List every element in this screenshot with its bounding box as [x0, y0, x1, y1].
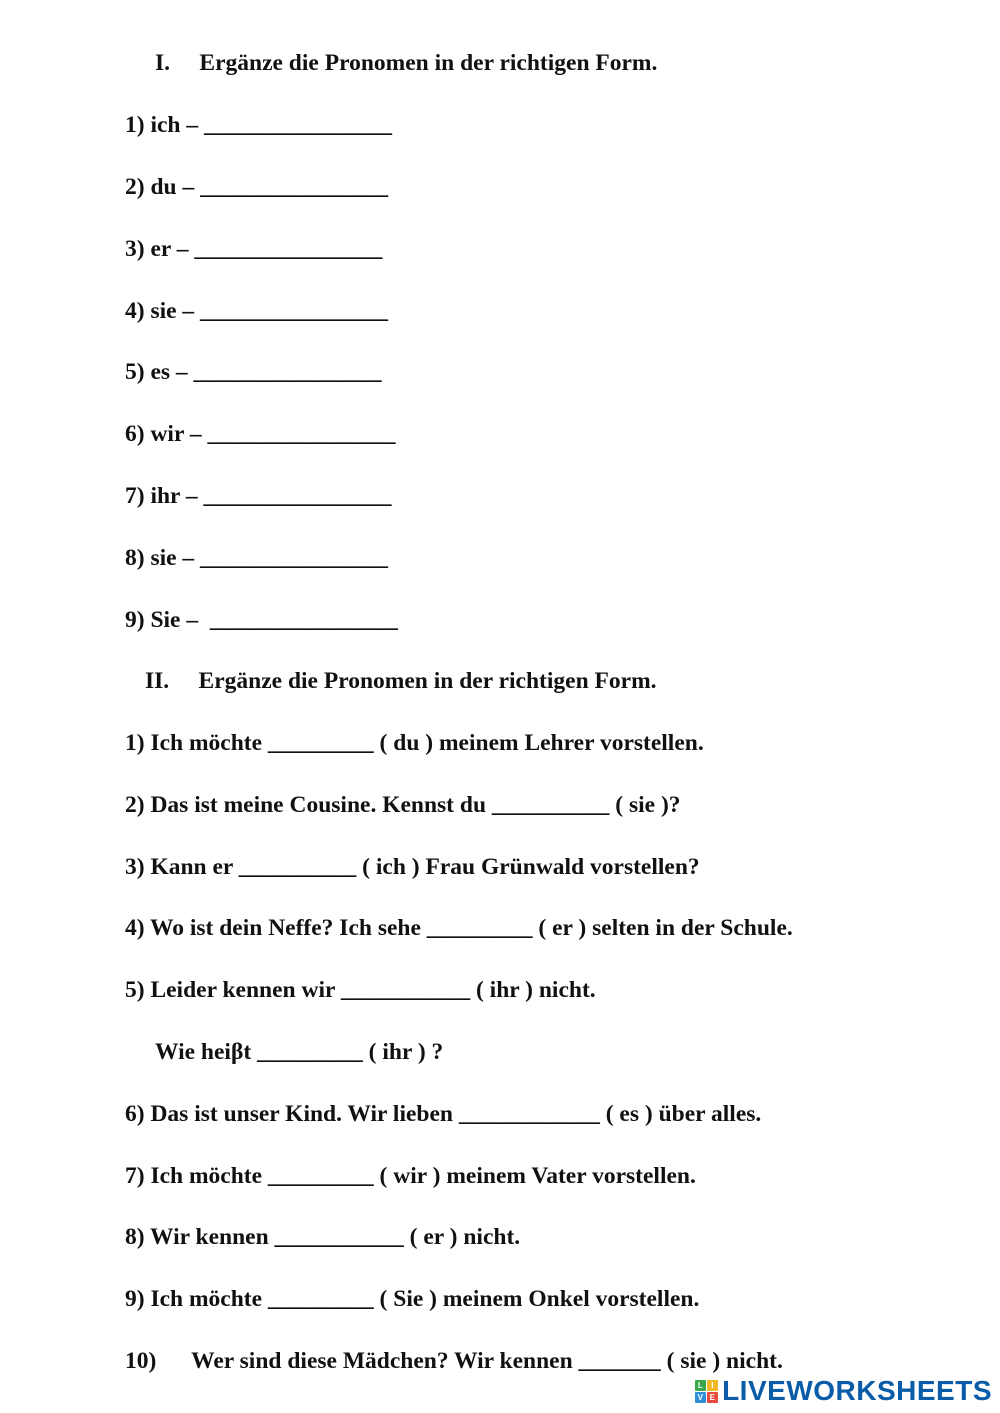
- section-1-item[interactable]: 1) ich – ________________: [125, 112, 392, 138]
- section-2-item[interactable]: 6) Das ist unser Kind. Wir lieben ____________ ( es ) über alles.: [125, 1101, 762, 1127]
- section-1-item[interactable]: 8) sie – ________________: [125, 545, 389, 571]
- section-1-item[interactable]: 3) er – ________________: [125, 236, 383, 262]
- logo-tile: E: [707, 1392, 718, 1403]
- section-2-item[interactable]: 5) Leider kennen wir ___________ ( ihr ) nicht.: [125, 977, 596, 1003]
- section-2-item[interactable]: 7) Ich möchte _________ ( wir ) meinem Vater vorstellen.: [125, 1163, 696, 1189]
- logo-tile: I: [707, 1380, 718, 1391]
- section-2-item[interactable]: 4) Wo ist dein Neffe? Ich sehe _________ ( er ) selten in der Schule.: [125, 915, 793, 941]
- section-1-item[interactable]: 2) du – ________________: [125, 174, 389, 200]
- section-2-item[interactable]: 8) Wir kennen ___________ ( er ) nicht.: [125, 1224, 521, 1250]
- logo-tile: V: [695, 1392, 706, 1403]
- section-2-heading: II. Ergänze die Pronomen in der richtigen Form.: [145, 668, 657, 694]
- section-2-item[interactable]: 10) Wer sind diese Mädchen? Wir kennen _______ ( sie ) nicht.: [125, 1348, 783, 1374]
- section-1-item[interactable]: 6) wir – ________________: [125, 421, 396, 447]
- section-2-item[interactable]: 3) Kann er __________ ( ich ) Frau Grünwald vorstellen?: [125, 854, 700, 880]
- section-1-heading: I. Ergänze die Pronomen in der richtigen Form.: [155, 50, 658, 76]
- section-1-item[interactable]: 7) ihr – ________________: [125, 483, 392, 509]
- section-2-item[interactable]: 1) Ich möchte _________ ( du ) meinem Lehrer vorstellen.: [125, 730, 704, 756]
- liveworksheets-logo: [695, 1375, 992, 1407]
- section-1-item[interactable]: 4) sie – ________________: [125, 298, 389, 324]
- section-2-item[interactable]: Wie heiβt _________ ( ihr ) ?: [155, 1039, 444, 1065]
- logo-tile: L: [695, 1380, 706, 1391]
- section-1-item[interactable]: 5) es – ________________: [125, 359, 382, 385]
- liveworksheets-logo-icon: [695, 1380, 718, 1403]
- liveworksheets-wordmark: LIVEWORKSHEETS: [722, 1375, 992, 1406]
- section-1-item[interactable]: 9) Sie – ________________: [125, 607, 398, 633]
- section-2-item[interactable]: 9) Ich möchte _________ ( Sie ) meinem Onkel vorstellen.: [125, 1286, 700, 1312]
- section-2-item[interactable]: 2) Das ist meine Cousine. Kennst du __________ ( sie )?: [125, 792, 681, 818]
